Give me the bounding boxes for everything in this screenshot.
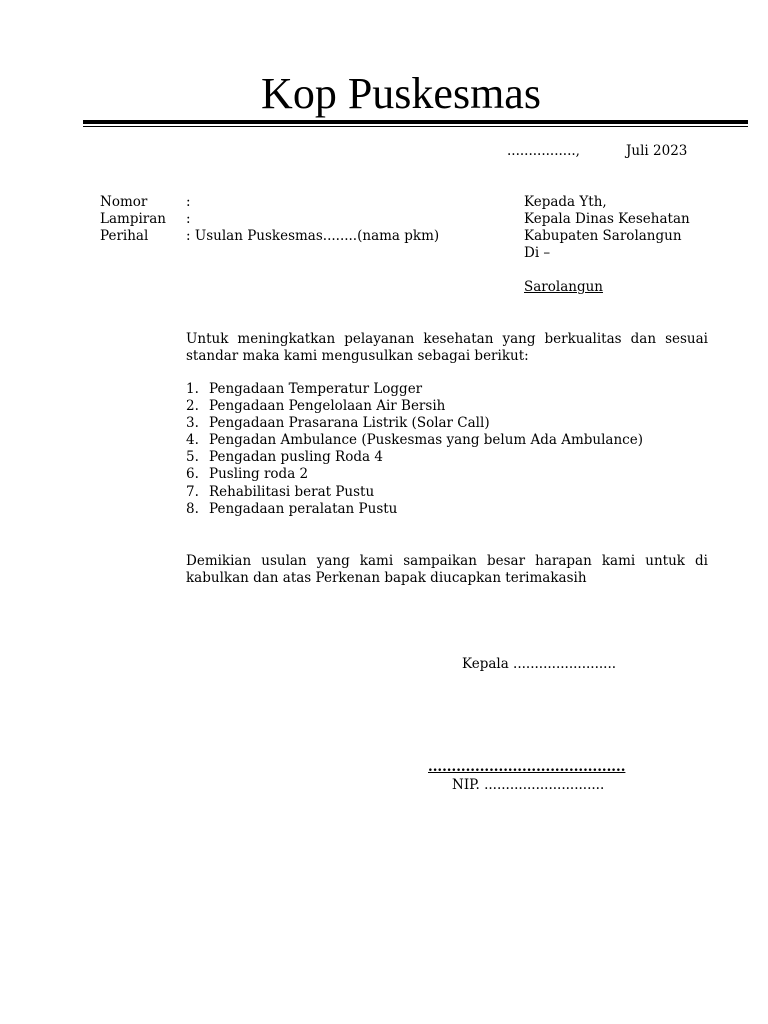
recipient-regency: Kabupaten Sarolangun [524,228,682,244]
nomor-label: Nomor [100,194,148,210]
letterhead-rule-thin [83,126,748,127]
list-item-number: 4. [186,432,199,449]
recipient-salutation: Kepada Yth, [524,194,607,210]
proposal-list [186,381,643,518]
list-item-text: Pengadaan Pengelolaan Air Bersih [209,398,446,415]
date-place: ................, [507,143,580,159]
lampiran-colon: : [186,211,191,227]
lampiran-label: Lampiran [100,211,166,227]
list-item-number: 7. [186,483,199,500]
list-item-text: Pengadan pusling Roda 4 [209,449,383,466]
closing-paragraph: Demikian usulan yang kami sampaikan besar harapan kami untuk di kabulkan dan atas Perkenan bapak diucapkan terimakasih [186,553,708,586]
list-item-number: 8. [186,500,199,517]
perihal-label: Perihal [100,228,149,244]
nomor-colon: : [186,194,191,210]
list-item-text: Pengadaan peralatan Pustu [209,500,398,517]
date-month-year: Juli 2023 [626,143,688,159]
list-item [186,381,643,398]
signer-nip: NIP. ............................ [452,777,605,793]
letterhead-rule-thick [83,120,748,124]
list-item-text: Pusling roda 2 [209,466,309,483]
list-item-number: 5. [186,449,199,466]
list-item-text: Rehabilitasi berat Pustu [209,483,375,500]
intro-paragraph: Untuk meningkatkan pelayanan kesehatan yang berkualitas dan sesuai standar maka kami mengusulkan sebagai berikut: [186,331,708,364]
list-item [186,484,643,501]
signer-name-line: .......................................... [428,759,626,775]
list-item-text: Pengadan Ambulance (Puskesmas yang belum Ada Ambulance) [209,432,643,449]
list-item [186,432,643,449]
list-item [186,415,643,432]
list-item-number: 6. [186,466,199,483]
list-item [186,449,643,466]
letterhead-title: Kop Puskesmas [261,69,541,118]
recipient-city: Sarolangun [524,279,603,295]
list-item-number: 3. [186,415,199,432]
list-item [186,501,643,518]
list-item [186,398,643,415]
list-item-text: Pengadaan Prasarana Listrik (Solar Call) [209,415,490,432]
recipient-di: Di – [524,245,551,261]
perihal-value: : Usulan Puskesmas........(nama pkm) [186,228,440,244]
list-item-text: Pengadaan Temperatur Logger [209,381,423,397]
signer-title: Kepala ........................ [462,656,617,672]
recipient-office: Kepala Dinas Kesehatan [524,211,690,227]
list-item-number: 1. [186,381,199,397]
list-item-number: 2. [186,398,199,415]
list-item [186,466,643,483]
